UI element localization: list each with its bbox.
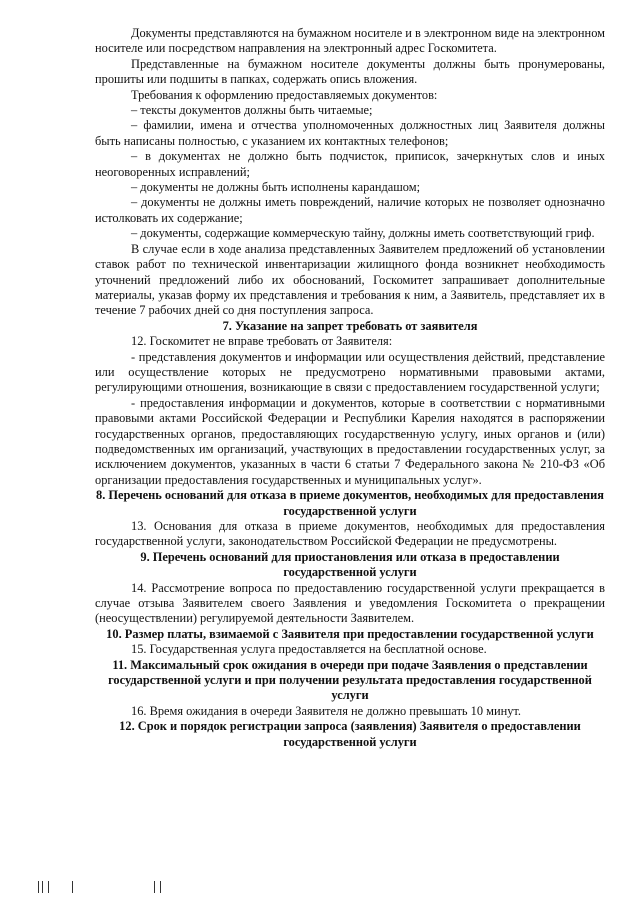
paragraph: - представления документов и информации или осуществления действий, представление или осуществление которых не предусмотрено нормативными правовыми актами, регулирующими отношения, возникающие в связи с предоставлением государственной услуги;: [95, 349, 605, 395]
paragraph: - предоставления информации и документов, которые в соответствии с нормативными правовыми актами Российской Федерации и Республики Карелия находятся в распоряжении государственных органов, предоставляющих государственную услугу, иных органов и (или) подведомственных им организаций, участвующих в предоставлении государственных услуг, за исключением документов, указанных в части 6 статьи 7 Федерального закона № 210-ФЗ «Об организации предоставления государственных и муниципальных услуг».: [95, 395, 605, 487]
paragraph: 16. Время ожидания в очереди Заявителя не должно превышать 10 минут.: [131, 703, 522, 718]
section-heading: 10. Размер платы, взимаемой с Заявителя при предоставлении государственной услуги: [106, 626, 594, 641]
document-page: [95, 26, 605, 750]
paragraph: – фамилии, имена и отчества уполномоченных должностных лиц Заявителя должны быть написаны полностью, с указанием их контактных телефонов;: [95, 118, 605, 148]
scan-marks: [38, 881, 188, 895]
paragraph: – тексты документов должны быть читаемые;: [131, 103, 373, 118]
section-heading: 11. Максимальный срок ожидания в очереди при подаче Заявления о представлении государственной услуги и при получении результата предоставления государственной услуги: [108, 657, 592, 703]
section-heading: 7. Указание на запрет требовать от заявителя: [222, 318, 478, 333]
paragraph: – документы, содержащие коммерческую тайну, должны иметь соответствующий гриф.: [131, 226, 595, 241]
paragraph: – в документах не должно быть подчисток, приписок, зачеркнутых слов и иных неоговоренных исправлений;: [95, 149, 605, 179]
section-heading: 12. Срок и порядок регистрации запроса (заявления) Заявителя о предоставлении государственной услуги: [119, 719, 581, 749]
paragraph: Требования к оформлению предоставляемых документов:: [131, 87, 438, 102]
section-heading: 9. Перечень оснований для приостановления или отказа в предоставлении государственной услуги: [140, 549, 560, 580]
paragraph: Представленные на бумажном носителе документы должны быть пронумерованы, прошиты или подшиты в папках, содержать опись вложения.: [95, 56, 605, 87]
paragraph: – документы не должны быть исполнены карандашом;: [131, 180, 421, 195]
paragraph: В случае если в ходе анализа представленных Заявителем предложений об установлении ставок работ по технической инвентаризации жилищного фонда возникнет необходимость уточнений предложений либо их обоснований, Госкомитет запрашивает дополнительные материалы, указав форму их представления и требования к ним, а Заявитель, представляет их в течение 7 рабочих дней со дня поступления запроса.: [95, 241, 605, 318]
paragraph: 14. Рассмотрение вопроса по предоставлению государственной услуги прекращается в случае отзыва Заявителем своего Заявления и уведомления Госкомитета о прекращении (неосуществлении) регулируемой деятельности Заявителем.: [95, 580, 605, 626]
paragraph: 13. Основания для отказа в приеме документов, необходимых для предоставления государственной услуги, законодательством Российской Федерации не предусмотрены.: [95, 519, 605, 549]
section-heading: 8. Перечень оснований для отказа в приеме документов, необходимых для предоставления государственной услуги: [96, 488, 604, 518]
paragraph: 12. Госкомитет не вправе требовать от Заявителя:: [131, 334, 393, 349]
paragraph: 15. Государственная услуга предоставляется на бесплатной основе.: [131, 642, 487, 657]
paragraph: Документы представляются на бумажном носителе и в электронном виде на электронном носителе или посредством направления на электронный адрес Госкомитета.: [95, 26, 605, 56]
paragraph: – документы не должны иметь повреждений, наличие которых не позволяет однозначно истолковать их содержание;: [95, 195, 605, 225]
